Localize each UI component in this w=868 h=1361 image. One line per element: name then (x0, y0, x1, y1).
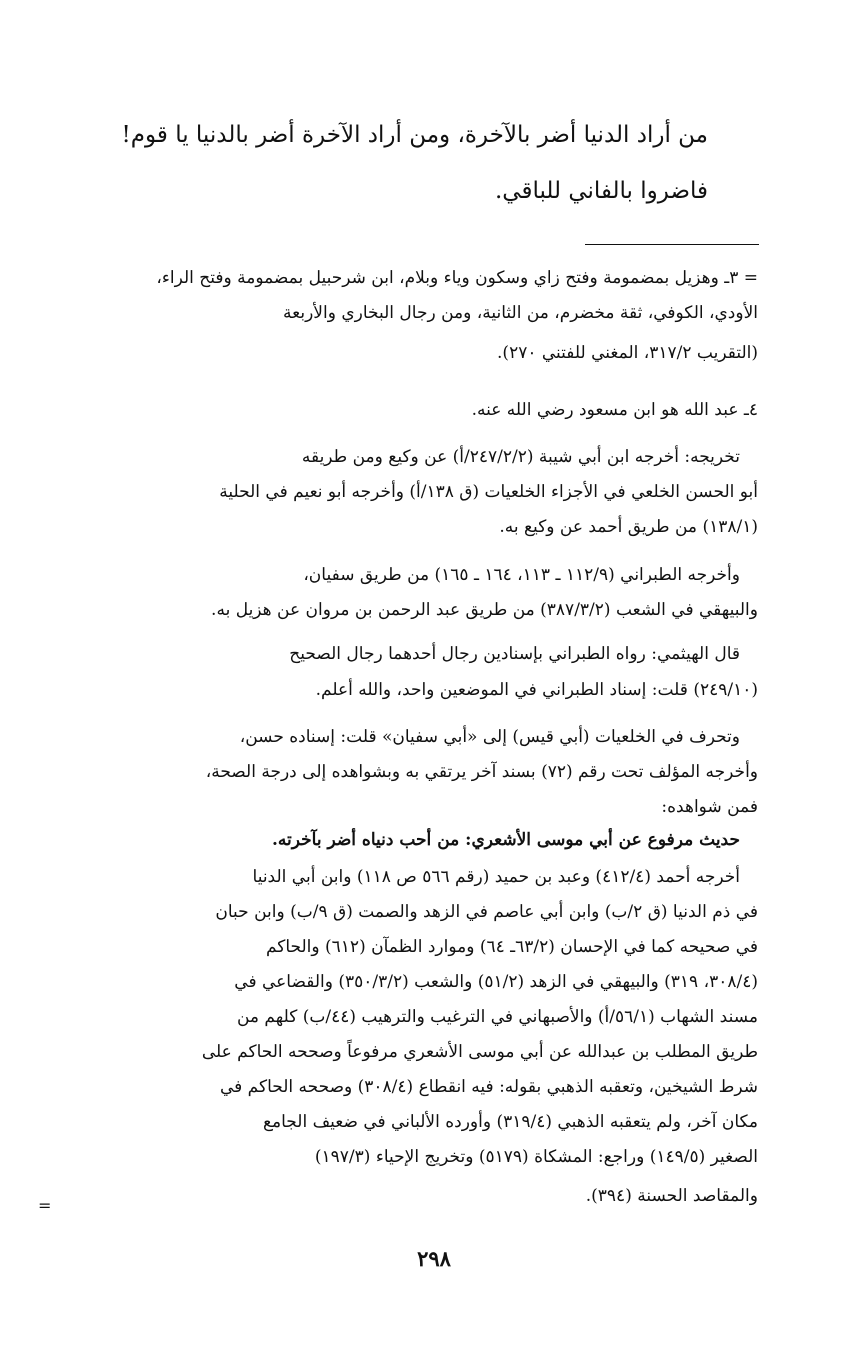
footnote-line: = ٣ـ وهزيل بمضمومة وفتح زاي وسكون وياء وبلام، ابن شرحبيل بمضمومة وفتح الراء، (156, 268, 758, 288)
footnote-line: ٤ـ عبد الله هو ابن مسعود رضي الله عنه. (471, 400, 758, 420)
main-text-line-2: فاضروا بالفاني للباقي. (494, 178, 708, 204)
footnote-line: وأخرجه المؤلف تحت رقم (٧٢) بسند آخر يرتقي به وبشواهده إلى درجة الصحة، (205, 762, 758, 782)
footnote-line: شرط الشيخين، وتعقبه الذهبي بقوله: فيه انقطاع (٣٠٨/٤) وصححه الحاكم في (219, 1077, 758, 1097)
main-text-line-1: من أراد الدنيا أضر بالآخرة، ومن أراد الآخرة أضر بالدنيا يا قوم! (121, 122, 708, 148)
page-number: ٢٩٨ (417, 1246, 451, 1271)
footnote-line: مسند الشهاب (٥٦/١/أ) والأصبهاني في الترغيب والترهيب (٤٤/ب) كلهم من (236, 1007, 758, 1027)
footnote-line: الصغير (١٤٩/٥) وراجع: المشكاة (٥١٧٩) وتخريج الإحياء (١٩٧/٣) (314, 1147, 758, 1167)
footnote-line: أبو الحسن الخلعي في الأجزاء الخلعيات (ق ١٣٨/أ) وأخرجه أبو نعيم في الحلية (219, 482, 758, 502)
footnote-line: (٣٠٨/٤، ٣١٩) والبيهقي في الزهد (٥١/٢) والشعب (٣٥٠/٣/٢) والقضاعي في (234, 972, 758, 992)
footnote-line: تخريجه: أخرجه ابن أبي شيبة (٢٤٧/٢/٢/أ) عن وكيع ومن طريقه (301, 447, 740, 467)
footnote-line: وأخرجه الطبراني (١١٢/٩ ـ ١١٣، ١٦٤ ـ ١٦٥) من طريق سفيان، (303, 565, 740, 585)
footnote-line: والمقاصد الحسنة (٣٩٤). (585, 1186, 758, 1206)
footnote-line: في ذم الدنيا (ق ٢/ب) وابن أبي عاصم في الزهد والصمت (ق ٩/ب) وابن حبان (215, 902, 758, 922)
footnote-line: والبيهقي في الشعب (٣٨٧/٣/٢) من طريق عبد الرحمن بن مروان عن هزيل به. (211, 600, 758, 620)
footnote-line: فمن شواهده: (661, 797, 758, 817)
footnote-line: (٢٤٩/١٠) قلت: إسناد الطبراني في الموضعين واحد، والله أعلم. (315, 680, 758, 700)
footnote-line: طريق المطلب بن عبدالله عن أبي موسى الأشعري مرفوعاً وصححه الحاكم على (201, 1042, 758, 1062)
footnote-line: مكان آخر، ولم يتعقبه الذهبي (٣١٩/٤) وأورده الألباني في ضعيف الجامع (262, 1112, 758, 1132)
footnote-line: في صحيحه كما في الإحسان (٦٣/٢ـ ٦٤) وموارد الظمآن (٦١٢) والحاكم (265, 937, 758, 957)
footnote-line: وتحرف في الخلعيات (أبي قيس) إلى «أبي سفيان» قلت: إسناده حسن، (239, 727, 740, 747)
footnote-line: الأودي، الكوفي، ثقة مخضرم، من الثانية، ومن رجال البخاري والأربعة (283, 303, 758, 323)
footnote-line: أخرجه أحمد (٤١٢/٤) وعبد بن حميد (رقم ٥٦٦ ص ١١٨) وابن أبي الدنيا (252, 867, 740, 887)
footnote-line: (١٣٨/١) من طريق أحمد عن وكيع به. (499, 517, 758, 537)
footnote-line: حديث مرفوع عن أبي موسى الأشعري: من أحب دنياه أضر بآخرته. (271, 830, 740, 850)
continuation-mark: = (38, 1196, 52, 1215)
footnote-line: (التقريب ٣١٧/٢، المغني للفتني ٢٧٠). (497, 343, 758, 363)
footnote-line: قال الهيثمي: رواه الطبراني بإسنادين رجال أحدهما رجال الصحيح (289, 644, 740, 664)
footnote-separator (585, 244, 759, 245)
